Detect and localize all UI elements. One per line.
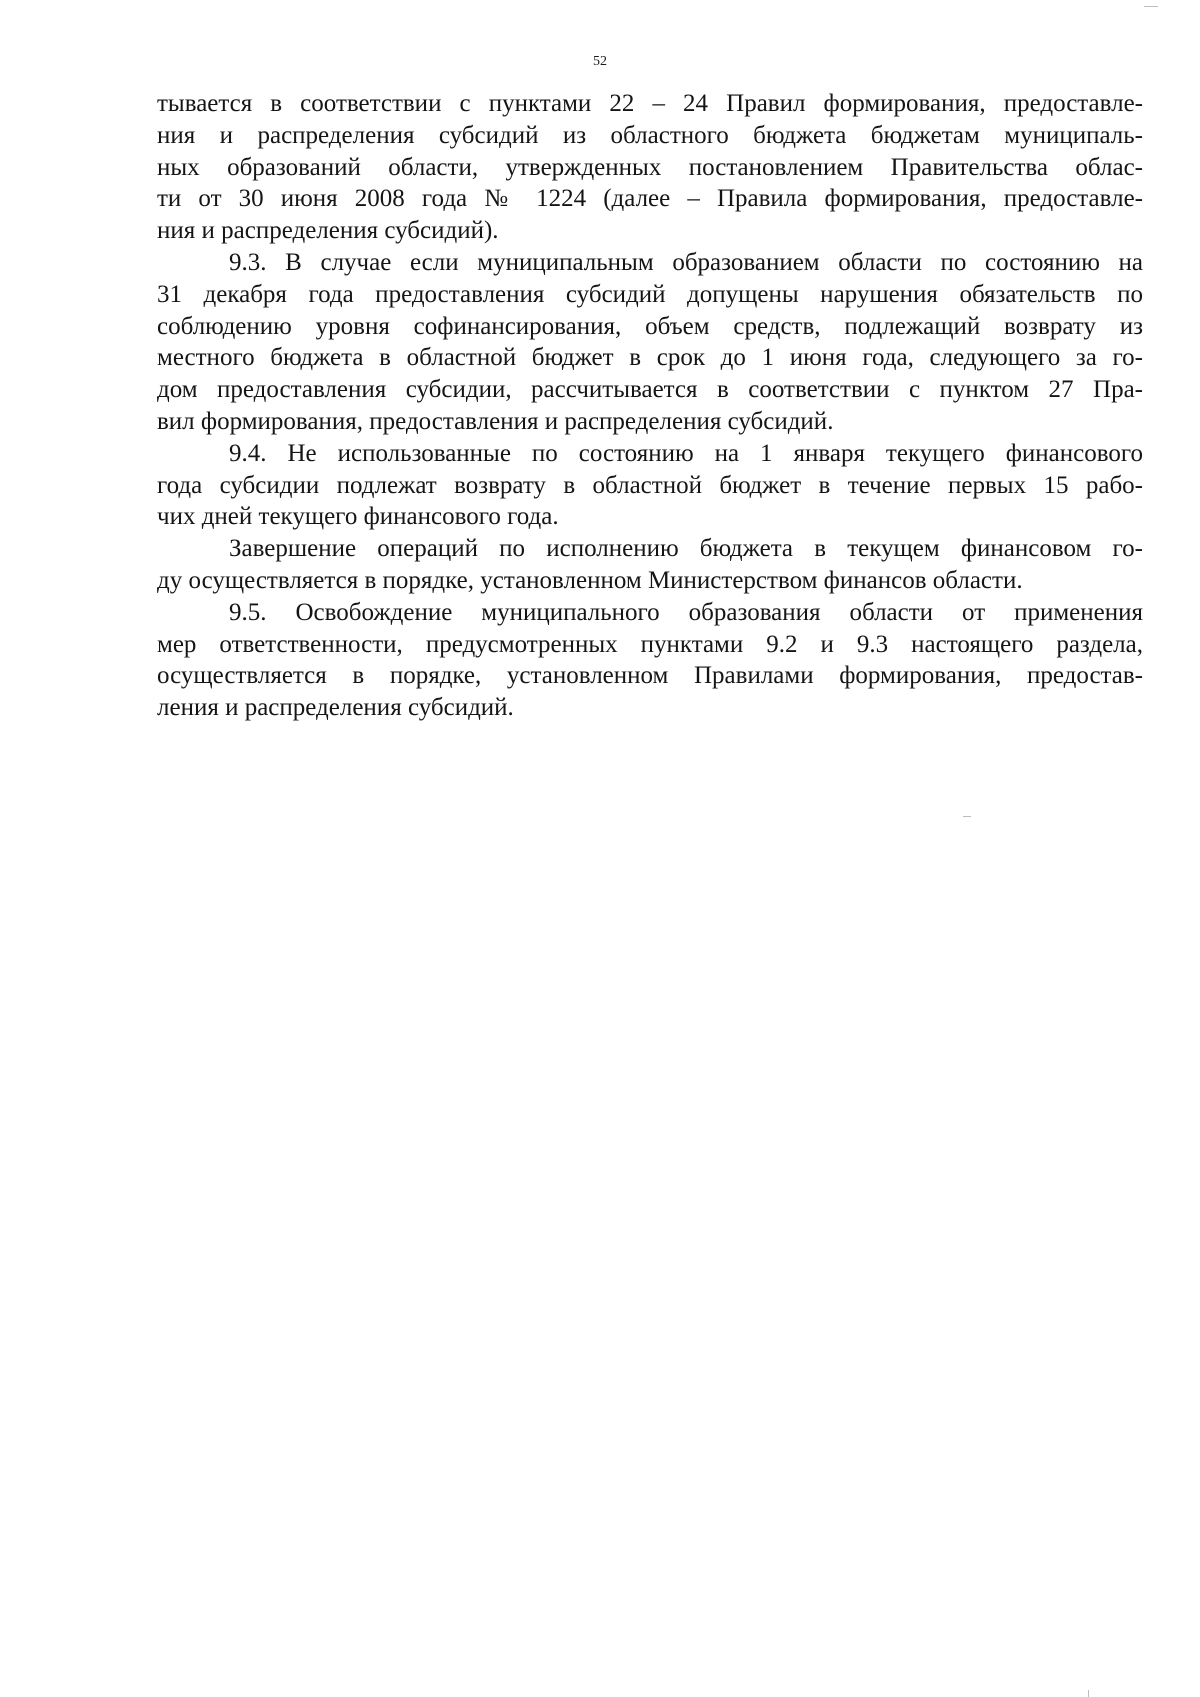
text-line: 9.5. Освобождение муниципального образования области от применения: [229, 598, 1143, 626]
text-line: вил формирования, предоставления и распределения субсидий.: [157, 407, 834, 435]
scan-mark: [963, 816, 971, 817]
text-line: осуществляется в порядке, установленном Правилами формирования, предостав-: [157, 662, 1143, 690]
text-line: 9.4. Не использованные по состоянию на 1 января текущего финансового: [229, 439, 1143, 467]
paragraph-continuation: [157, 88, 1143, 247]
text-line: ду осуществляется в порядке, установленном Министерством финансов области.: [157, 566, 1023, 594]
text-line: 31 декабря года предоставления субсидий допущены нарушения обязательств по: [157, 280, 1143, 308]
scan-mark: [1144, 6, 1158, 7]
text-line: года субсидии подлежат возврату в областной бюджет в течение первых 15 рабо-: [157, 471, 1143, 499]
paragraph-9-4: [157, 438, 1143, 533]
page-number: 52: [593, 54, 607, 69]
text-line: ных образований области, утвержденных постановлением Правительства облас-: [157, 153, 1143, 181]
text-line: ления и распределения субсидий.: [157, 694, 514, 722]
text-line: ния и распределения субсидий).: [157, 217, 499, 245]
text-line: мер ответственности, предусмотренных пунктами 9.2 и 9.3 настоящего раздела,: [157, 630, 1143, 658]
text-line: ти от 30 июня 2008 года № 1224 (далее – Правила формирования, предоставле-: [157, 185, 1143, 213]
text-line: дом предоставления субсидии, рассчитывается в соответствии с пунктом 27 Пра-: [157, 376, 1143, 404]
paragraph-budget-completion: [157, 533, 1143, 597]
text-line: местного бюджета в областной бюджет в срок до 1 июня года, следующего за го-: [157, 344, 1143, 372]
text-line: 9.3. В случае если муниципальным образованием области по состоянию на: [229, 248, 1143, 276]
document-body: [157, 88, 1143, 724]
text-line: ния и распределения субсидий из областного бюджета бюджетам муниципаль-: [157, 121, 1143, 149]
text-line: соблюдению уровня софинансирования, объем средств, подлежащий возврату из: [157, 312, 1143, 340]
text-line: тывается в соответствии с пунктами 22 – 24 Правил формирования, предоставле-: [157, 90, 1143, 117]
paragraph-9-5: [157, 597, 1143, 724]
scan-mark: [1088, 1690, 1089, 1697]
text-line: чих дней текущего финансового года.: [157, 503, 559, 531]
paragraph-9-3: [157, 247, 1143, 438]
text-line: Завершение операций по исполнению бюджета в текущем финансовом го-: [229, 535, 1143, 563]
